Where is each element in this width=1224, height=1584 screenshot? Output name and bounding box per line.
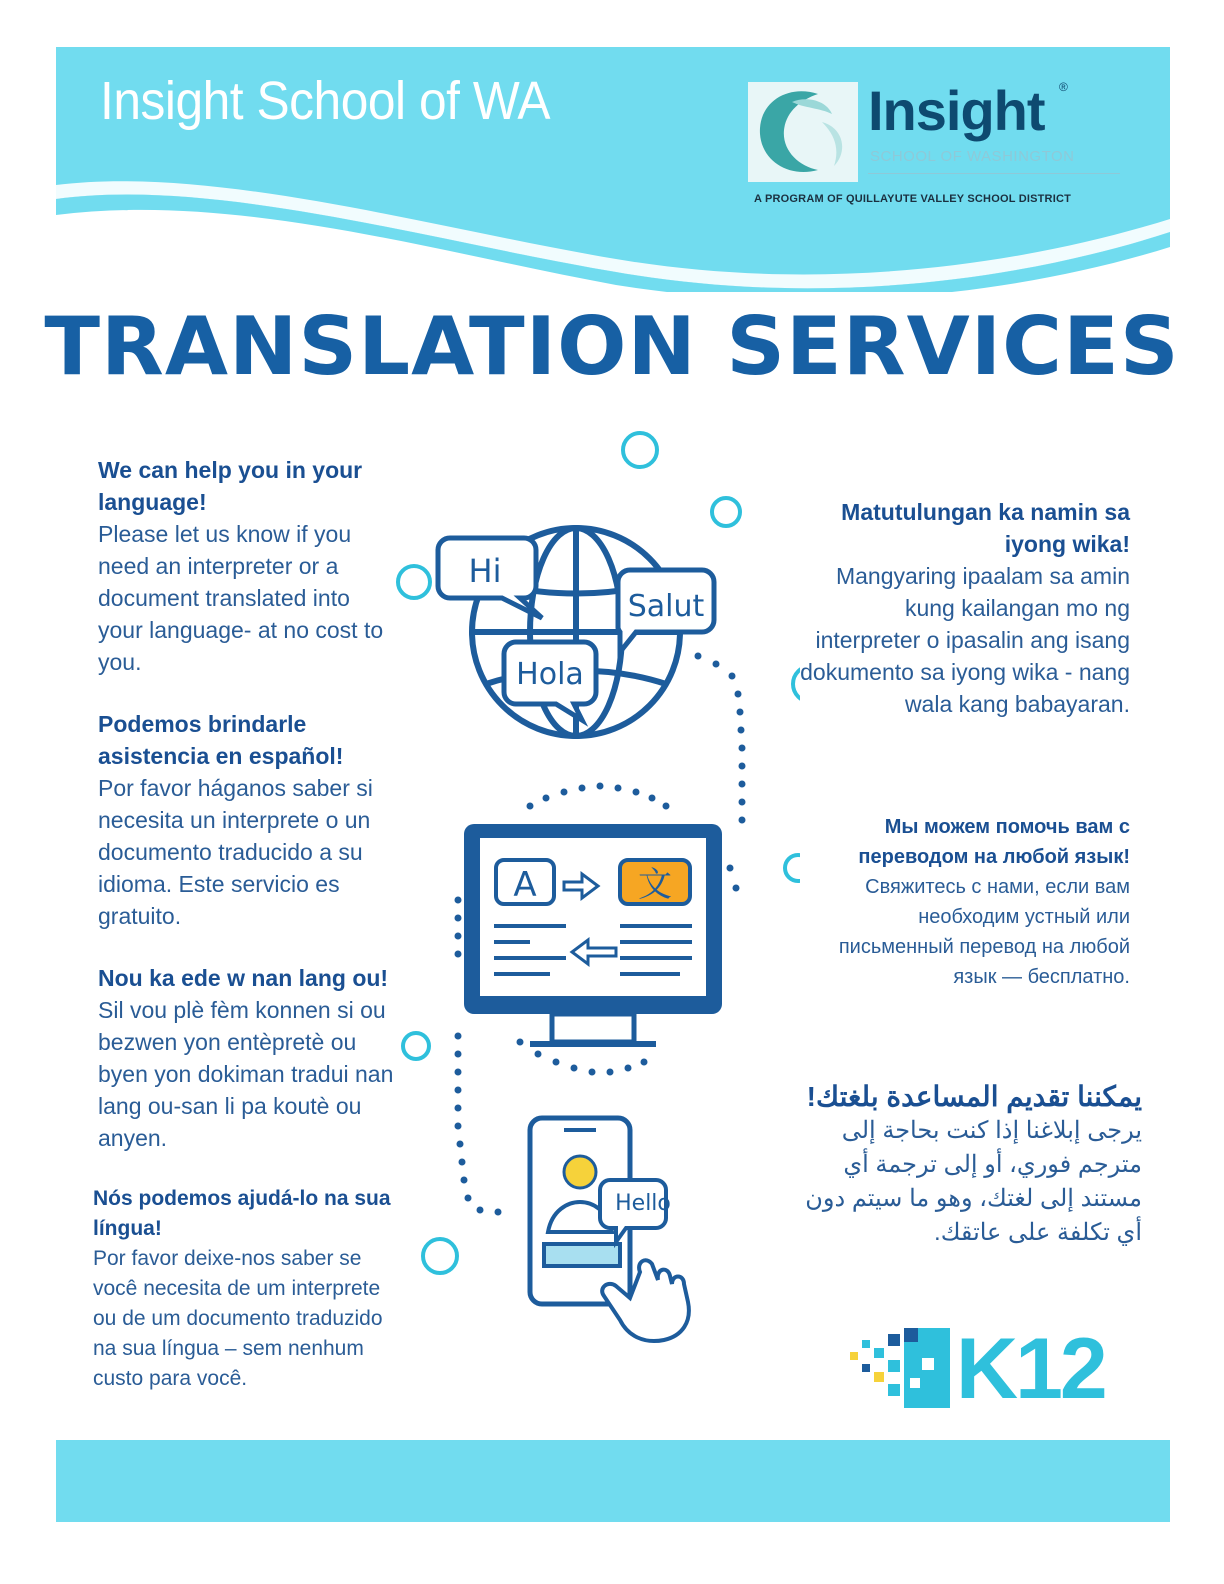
decor-circle-icon [712, 498, 740, 526]
k12-wordmark: K12 [956, 1321, 1105, 1417]
decor-circle-icon [785, 855, 800, 881]
bubble-salut-text: Salut [627, 589, 705, 624]
portuguese-body: Por favor deixe-nos saber se você necesita de um interprete ou de um documento traduzido na sua língua – sem nenhum custo para você. [93, 1247, 383, 1390]
decor-circle-icon [403, 1033, 429, 1059]
translation-illustration [380, 420, 800, 1350]
portuguese-heading: Nós podemos ajudá-lo na sua língua! [93, 1187, 391, 1240]
english-heading: We can help you in your language! [98, 457, 363, 515]
screen-letter-cjk: 文 [638, 865, 672, 905]
phone-icon [530, 1118, 689, 1341]
decor-circle-icon [793, 666, 800, 702]
bubble-hola-text: Hola [516, 657, 584, 692]
insight-emblem-icon [748, 82, 858, 182]
tagalog-section [800, 496, 1130, 720]
haitian-body: Sil vou plè fèm konnen si ou bezwen yon entèpretè ou byen yon dokiman tradui nan lang ou-san li pa koutè ou anyen. [98, 997, 394, 1151]
haitian-section [98, 962, 398, 1154]
spanish-section [98, 708, 388, 932]
tagalog-body: Mangyaring ipaalam sa amin kung kailangan mo ng interpreter o ipasalin ang isang dokumento sa iyong wika - nang wala kang babayaran. [800, 563, 1130, 717]
spanish-heading: Podemos brindarle asistencia en español! [98, 711, 344, 769]
russian-heading: Мы можем помочь вам с переводом на любой язык! [858, 816, 1130, 868]
spanish-body: Por favor háganos saber si necesita un interprete o un documento traducido a su idioma. Este servicio es gratuito. [98, 775, 373, 929]
monitor-icon [464, 824, 722, 1044]
english-section [98, 454, 388, 678]
logo-wordmark: Insight [868, 79, 1045, 142]
haitian-heading: Nou ka ede w nan lang ou! [98, 965, 389, 991]
tagalog-heading: Matutulungan ka namin sa iyong wika! [841, 499, 1130, 557]
english-body: Please let us know if you need an interpreter or a document translated into your language- at no cost to you. [98, 521, 384, 675]
decor-circle-icon [423, 1239, 457, 1273]
page-title: TRANSLATION SERVICES [44, 300, 1180, 393]
logo-registered: ® [1059, 80, 1068, 94]
arabic-heading: يمكننا تقديم المساعدة بلغتك! [806, 1081, 1142, 1112]
decor-circle-icon [623, 433, 657, 467]
russian-body: Свяжитесь с нами, если вам необходим устный или письменный перевод на любой язык — бесплатно. [838, 876, 1130, 988]
salut-bubble-icon [618, 570, 714, 652]
arabic-body: يرجى إبلاغنا إذا كنت بحاجة إلى مترجم فوري، أو إلى ترجمة أي مستند إلى لغتك، وهو ما سيتم دون أي تكلفة على عاتقك. [805, 1117, 1142, 1246]
hola-bubble-icon [504, 642, 596, 720]
footer-band [56, 1440, 1170, 1522]
avatar-icon [564, 1156, 596, 1188]
logo-divider [868, 173, 1120, 174]
k12-logo [848, 1318, 1138, 1417]
russian-section [800, 812, 1130, 992]
bubble-hi-text: Hi [468, 552, 502, 590]
logo-subtitle: SCHOOL OF WASHINGTON [870, 148, 1075, 165]
decor-circle-icon [398, 566, 430, 598]
school-title: Insight School of WA [100, 71, 551, 131]
translation-illustration-svg [380, 420, 800, 1350]
bubble-hello-text: Hello [615, 1191, 671, 1216]
logo-program-line: A PROGRAM OF QUILLAYUTE VALLEY SCHOOL DISTRICT [754, 193, 1072, 205]
insight-logo [748, 78, 1128, 208]
portuguese-section [93, 1184, 393, 1394]
hi-bubble-icon [438, 538, 542, 618]
screen-letter-a: A [513, 865, 537, 905]
arabic-section [800, 1080, 1142, 1250]
